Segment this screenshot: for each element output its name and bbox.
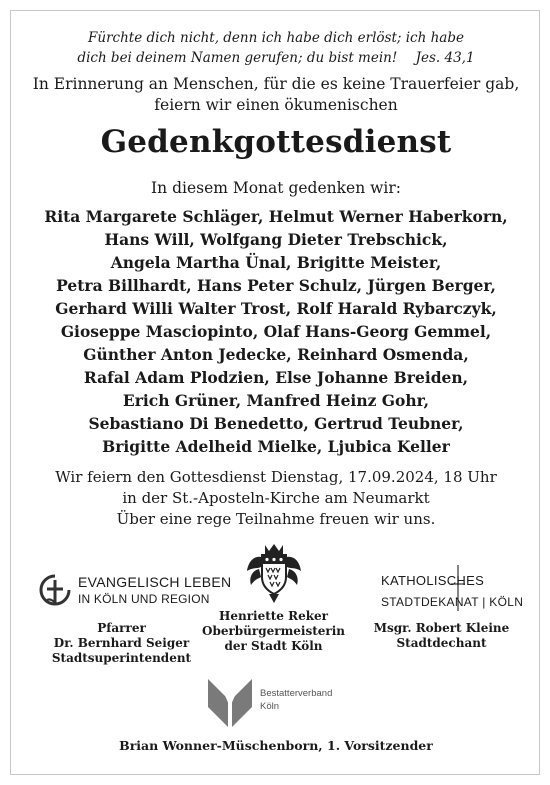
signatory-line: Msgr. Robert Kleine [373, 621, 510, 635]
katholisch-logo-line-1: KATHOLISCHES [381, 573, 485, 588]
organizer-city [201, 541, 346, 654]
intro-line-1: In Erinnerung an Menschen, für die es keine Trauerfeier gab, [32, 75, 520, 93]
cross-circle-icon [39, 573, 71, 607]
signatory-line: Pfarrer [97, 621, 146, 635]
katholisch-logo [359, 571, 524, 611]
page-title: Gedenkgottesdienst [100, 124, 452, 160]
cologne-coat-of-arms-icon [245, 541, 303, 605]
intro-text [11, 74, 541, 116]
katholisch-signatory [359, 621, 524, 651]
verse-line-1: Fürchte dich nicht, denn ich habe dich erlöst; ich habe [88, 30, 464, 46]
service-info [11, 467, 541, 530]
subtitle: In diesem Monat gedenken wir: [151, 179, 401, 197]
signatory-line: Henriette Reker [219, 609, 328, 623]
names-line: Erich Grüner, Manfred Heinz Gohr, [122, 391, 430, 410]
names-line: Sebastiano Di Benedetto, Gertrud Teubner, [88, 414, 464, 433]
names-line: Petra Billhardt, Hans Peter Schulz, Jürgen Berger, [56, 276, 496, 295]
names-line: Günther Anton Jedecke, Reinhard Osmenda, [83, 345, 469, 364]
organizer-katholisch [359, 571, 524, 651]
service-date: Wir feiern den Gottesdienst Dienstag, 17.09.2024, 18 Uhr [55, 468, 497, 486]
service-invitation: Über eine rege Teilnahme freuen wir uns. [116, 510, 436, 528]
service-location: in der St.-Aposteln-Kirche am Neumarkt [122, 489, 430, 507]
bestatterverband-logo [206, 677, 376, 733]
verse-line-2 [11, 48, 541, 68]
organizer-evangelisch [39, 571, 232, 666]
signatory-line: Oberbürgermeisterin [201, 624, 345, 638]
evangelisch-logo [39, 571, 232, 611]
names-line: Rita Margarete Schläger, Helmut Werner Haberkorn, [44, 207, 508, 226]
signatory-line: Dr. Bernhard Seiger [53, 636, 190, 650]
bible-verse [11, 28, 541, 68]
intro-line-2: feiern wir einen ökumenischen [154, 96, 398, 114]
bestatter-line-1: Bestatterverband [260, 688, 333, 699]
verse-line-2-text: dich bei deinem Namen gerufen; du bist mein! [77, 50, 398, 66]
signatory-line: Stadtsuperintendent [51, 651, 192, 665]
names-line: Brigitte Adelheid Mielke, Ljubica Keller [102, 437, 450, 456]
butterfly-icon [206, 677, 254, 729]
evangelisch-logo-line-2: IN KÖLN UND REGION [78, 592, 210, 606]
city-signatory [201, 609, 346, 654]
names-line: Angela Martha Ünal, Brigitte Meister, [110, 253, 442, 272]
chairman: Brian Wonner-Müschenborn, 1. Vorsitzender [119, 738, 433, 753]
names-list [11, 205, 541, 458]
names-line: Rafal Adam Plodzien, Else Johanne Breiden, [83, 368, 469, 387]
signatory-line: Stadtdechant [396, 636, 487, 650]
katholisch-logo-line-2: STADTDEKANAT | KÖLN [381, 595, 524, 609]
evangelisch-signatory [39, 621, 204, 666]
signatory-line: der Stadt Köln [224, 639, 323, 653]
verse-reference: Jes. 43,1 [415, 50, 475, 66]
names-line: Gerhard Willi Walter Trost, Rolf Harald Rybarczyk, [55, 299, 497, 318]
evangelisch-logo-line-1: EVANGELISCH LEBEN [78, 574, 232, 590]
names-line: Gioseppe Masciopinto, Olaf Hans-Georg Gemmel, [60, 322, 492, 341]
bestatter-line-2: Köln [260, 701, 280, 712]
names-line: Hans Will, Wolfgang Dieter Trebschick, [104, 230, 448, 249]
memorial-notice [10, 10, 540, 775]
